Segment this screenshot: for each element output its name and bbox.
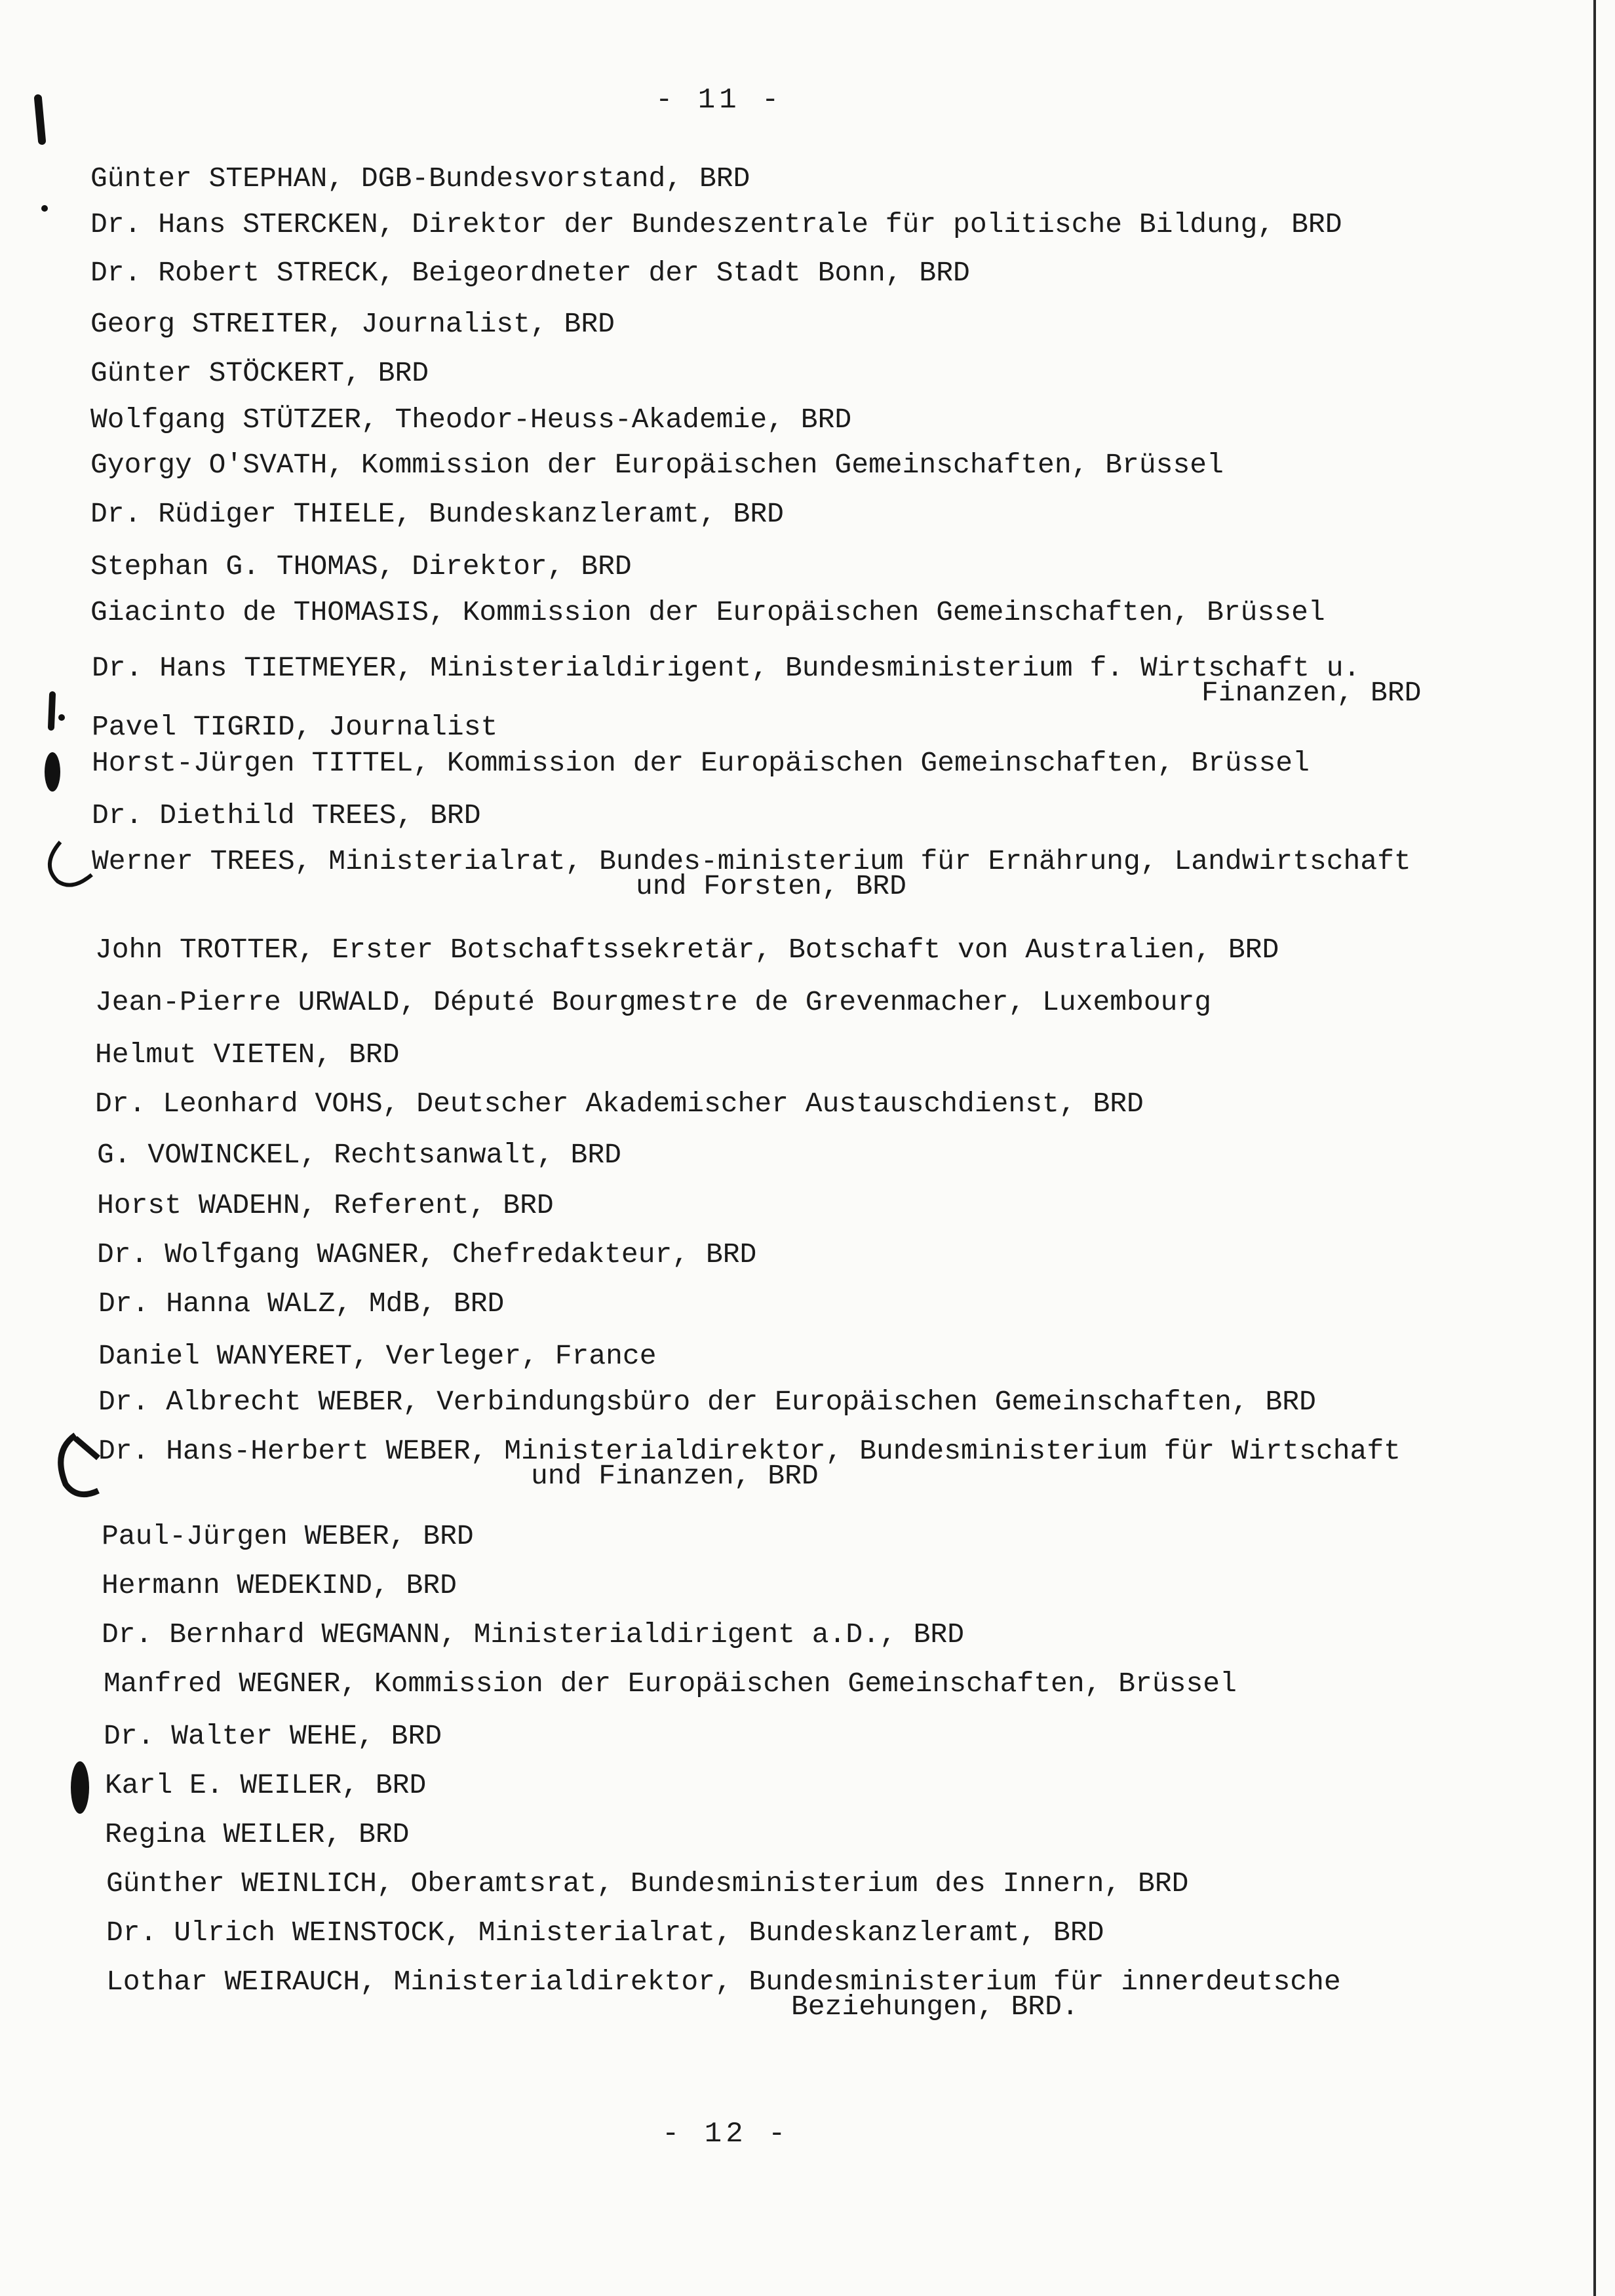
list-item — [98, 1340, 657, 1373]
list-item — [104, 1668, 1237, 1700]
list-item-text: Günter STÖCKERT, BRD — [90, 357, 429, 389]
list-item — [92, 652, 1421, 710]
list-item-text: Helmut VIETEN, BRD — [95, 1039, 400, 1071]
list-item — [92, 747, 1310, 780]
margin-mark — [38, 98, 42, 141]
list-item — [90, 308, 615, 341]
list-item-text: Gyorgy O'SVATH, Kommission der Europäischen Gemeinschaften, Brüssel — [90, 449, 1224, 481]
list-item — [90, 596, 1325, 629]
list-item-text: Manfred WEGNER, Kommission der Europäischen Gemeinschaften, Brüssel — [104, 1668, 1237, 1700]
list-item — [90, 208, 1342, 241]
list-item — [106, 1966, 1341, 2023]
list-item — [102, 1618, 964, 1651]
list-item-text: Werner TREES, Ministerialrat, Bundes-ministerium für Ernährung, Landwirtschaft — [92, 845, 1411, 877]
margin-mark — [71, 1761, 89, 1814]
margin-marks — [0, 0, 131, 2296]
list-item — [106, 1917, 1104, 1949]
list-item — [90, 163, 750, 195]
list-item — [104, 1720, 442, 1753]
margin-mark — [75, 1438, 98, 1458]
list-item-text: Wolfgang STÜTZER, Theodor-Heuss-Akademie, BRD — [90, 404, 852, 436]
list-item-text: Dr. Albrecht WEBER, Verbindungsbüro der Europäischen Gemeinschaften, BRD — [98, 1386, 1316, 1418]
list-item-text: Stephan G. THOMAS, Direktor, BRD — [90, 550, 632, 583]
list-item-text: Paul-Jürgen WEBER, BRD — [102, 1520, 474, 1552]
list-item — [95, 1088, 1144, 1120]
list-item-text: John TROTTER, Erster Botschaftssekretär, Botschaft von Australien, BRD — [95, 934, 1279, 966]
list-item-text: Regina WEILER, BRD — [105, 1818, 410, 1850]
list-item — [98, 1435, 1401, 1493]
list-item-text: Dr. Walter WEHE, BRD — [104, 1720, 442, 1752]
list-item — [90, 498, 784, 531]
list-item — [98, 1288, 504, 1320]
list-item-continuation: Beziehungen, BRD. — [791, 1991, 1079, 2023]
list-item — [97, 1139, 621, 1172]
list-item-text: Giacinto de THOMASIS, Kommission der Europäischen Gemeinschaften, Brüssel — [90, 596, 1325, 628]
list-item-text: Dr. Hans TIETMEYER, Ministerialdirigent, Bundesministerium f. Wirtschaft u. — [92, 652, 1361, 684]
list-item-text: Dr. Robert STRECK, Beigeordneter der Stadt Bonn, BRD — [90, 257, 970, 289]
list-item-text: Horst WADEHN, Referent, BRD — [97, 1189, 554, 1221]
list-item-text: Pavel TIGRID, Journalist — [92, 711, 498, 743]
list-item-continuation: und Finanzen, BRD — [531, 1460, 819, 1492]
list-item — [97, 1189, 554, 1222]
margin-mark — [58, 714, 65, 721]
list-item — [105, 1769, 426, 1802]
list-item — [95, 934, 1279, 966]
list-item-continuation: Finanzen, BRD — [1201, 677, 1422, 709]
margin-mark — [50, 842, 92, 885]
list-item — [92, 845, 1411, 903]
list-item-text: Hermann WEDEKIND, BRD — [102, 1569, 457, 1601]
list-item-text: Dr. Hans-Herbert WEBER, Ministerialdirektor, Bundesministerium für Wirtschaft — [98, 1435, 1401, 1467]
list-item — [102, 1569, 457, 1602]
list-item-text: Dr. Diethild TREES, BRD — [92, 799, 481, 832]
list-item-text: Jean-Pierre URWALD, Député Bourgmestre de Grevenmacher, Luxembourg — [95, 986, 1212, 1018]
list-item-text: Günter STEPHAN, DGB-Bundesvorstand, BRD — [90, 163, 750, 195]
list-item — [92, 799, 481, 832]
list-item-continuation: und Forsten, BRD — [636, 870, 906, 902]
list-item-text: Lothar WEIRAUCH, Ministerialdirektor, Bundesministerium für innerdeutsche — [106, 1966, 1341, 1998]
list-item — [95, 986, 1211, 1019]
list-item — [92, 711, 497, 744]
list-item-text: Horst-Jürgen TITTEL, Kommission der Europäischen Gemeinschaften, Brüssel — [92, 747, 1310, 779]
list-item-text: Dr. Rüdiger THIELE, Bundeskanzleramt, BRD — [90, 498, 784, 530]
margin-mark — [45, 752, 60, 792]
margin-mark — [41, 205, 48, 212]
list-item-text: Karl E. WEILER, BRD — [105, 1769, 427, 1801]
list-item-text: Dr. Ulrich WEINSTOCK, Ministerialrat, Bundeskanzleramt, BRD — [106, 1917, 1104, 1949]
page-number-top: - 11 - — [655, 84, 783, 117]
list-item — [106, 1867, 1188, 1900]
list-item-text: Daniel WANYERET, Verleger, France — [98, 1340, 657, 1372]
list-item-text: Dr. Hans STERCKEN, Direktor der Bundeszentrale für politische Bildung, BRD — [90, 208, 1342, 240]
list-item — [102, 1520, 474, 1553]
page-number-bottom: - 12 - — [662, 2118, 790, 2151]
margin-mark — [51, 695, 52, 727]
list-item-text: G. VOWINCKEL, Rechtsanwalt, BRD — [97, 1139, 621, 1171]
list-item-text: Dr. Bernhard WEGMANN, Ministerialdirigent a.D., BRD — [102, 1618, 965, 1651]
list-item — [90, 550, 632, 583]
list-item-text: Günther WEINLICH, Oberamtsrat, Bundesministerium des Innern, BRD — [106, 1867, 1189, 1900]
list-item-text: Dr. Leonhard VOHS, Deutscher Akademischer Austauschdienst, BRD — [95, 1088, 1144, 1120]
list-item — [90, 257, 970, 290]
list-item — [98, 1386, 1316, 1419]
list-item — [90, 357, 429, 390]
list-item-text: Georg STREITER, Journalist, BRD — [90, 308, 615, 340]
list-item-text: Dr. Wolfgang WAGNER, Chefredakteur, BRD — [97, 1238, 757, 1271]
list-item — [97, 1238, 756, 1271]
list-item — [95, 1039, 399, 1071]
list-item — [90, 449, 1224, 482]
list-item — [90, 404, 851, 436]
list-item-text: Dr. Hanna WALZ, MdB, BRD — [98, 1288, 505, 1320]
list-item — [105, 1818, 409, 1851]
